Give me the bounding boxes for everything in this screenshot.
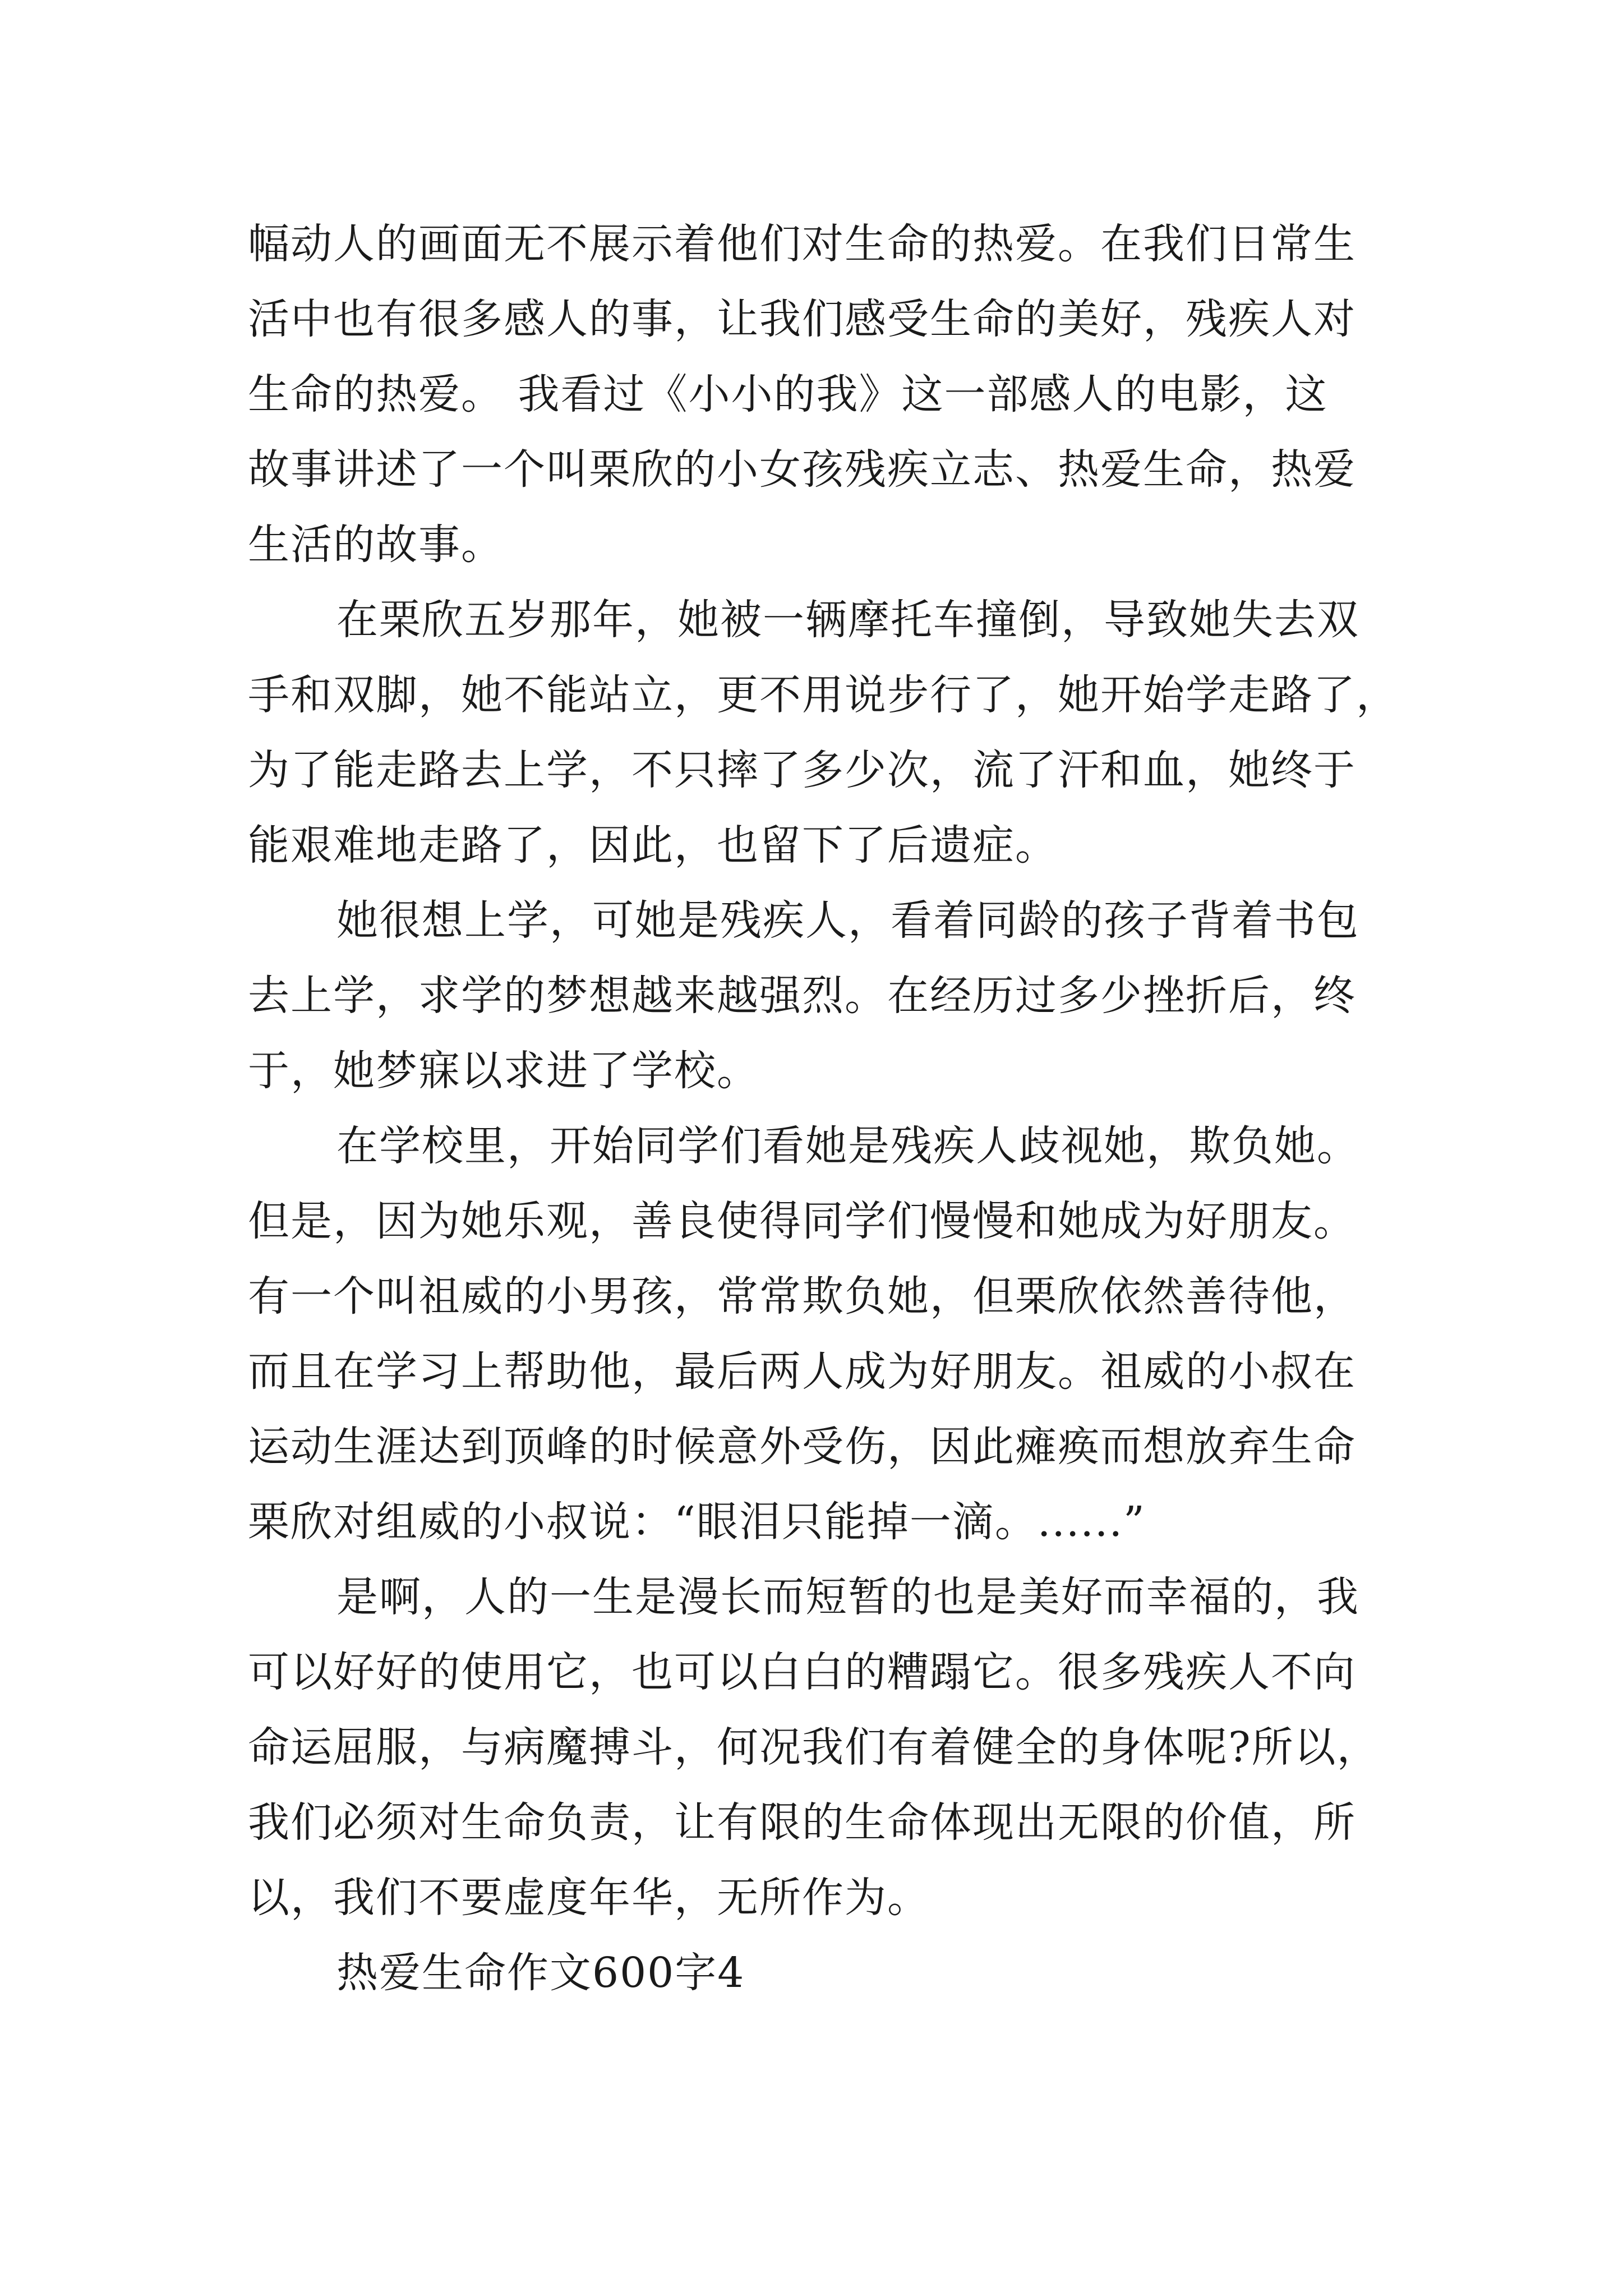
text-line: 我们必须对生命负责，让有限的生命体现出无限的价值，所 [248, 1798, 1356, 1847]
text-line: 能艰难地走路了，因此，也留下了后遗症。 [248, 821, 1058, 869]
text-line: 有一个叫祖威的小男孩，常常欺负她，但栗欣依然善待他， [248, 1272, 1356, 1320]
text-line: 命运屈服，与病魔搏斗，何况我们有着健全的身体呢?所以， [248, 1723, 1380, 1772]
paragraph-start-line: 在学校里，开始同学们看她是残疾人歧视她，欺负她。 [336, 1122, 1359, 1170]
text-line: 手和双脚，她不能站立，更不用说步行了，她开始学走路了， [248, 671, 1399, 719]
text-line: 于，她梦寐以求进了学校。 [248, 1047, 759, 1095]
text-line: 而且在学习上帮助他，最后两人成为好朋友。祖威的小叔在 [248, 1347, 1356, 1396]
paragraph-start-line: 她很想上学，可她是残疾人，看着同龄的孩子背着书包 [336, 896, 1359, 945]
text-line: 活中也有很多感人的事，让我们感受生命的美好，残疾人对 [248, 295, 1356, 343]
essay-body [248, 206, 1399, 2010]
section-heading: 热爱生命作文600字4 [336, 1949, 745, 1997]
text-line: 以，我们不要虚度年华，无所作为。 [248, 1874, 930, 1922]
text-line: 生活的故事。 [248, 521, 504, 569]
text-line: 幅动人的画面无不展示着他们对生命的热爱。在我们日常生 [248, 220, 1356, 268]
text-line: 去上学，求学的梦想越来越强烈。在经历过多少挫折后，终 [248, 972, 1356, 1020]
text-line: 故事讲述了一个叫栗欣的小女孩残疾立志、热爱生命，热爱 [248, 445, 1356, 494]
paragraph-start-line: 在栗欣五岁那年，她被一辆摩托车撞倒，导致她失去双 [336, 596, 1359, 644]
text-line: 运动生涯达到顶峰的时候意外受伤，因此瘫痪而想放弃生命 [248, 1423, 1356, 1471]
text-line: 为了能走路去上学，不只摔了多少次，流了汗和血，她终于 [248, 746, 1356, 794]
text-line: 可以好好的使用它，也可以白白的糟蹋它。很多残疾人不向 [248, 1648, 1356, 1696]
text-line: 生命的热爱。 我看过《小小的我》这一部感人的电影，这 [248, 370, 1328, 418]
paragraph-start-line: 是啊，人的一生是漫长而短暂的也是美好而幸福的，我 [336, 1573, 1359, 1621]
text-line: 栗欣对组威的小叔说：“眼泪只能掉一滴。......” [248, 1498, 1146, 1546]
text-line: 但是，因为她乐观，善良使得同学们慢慢和她成为好朋友。 [248, 1197, 1356, 1245]
